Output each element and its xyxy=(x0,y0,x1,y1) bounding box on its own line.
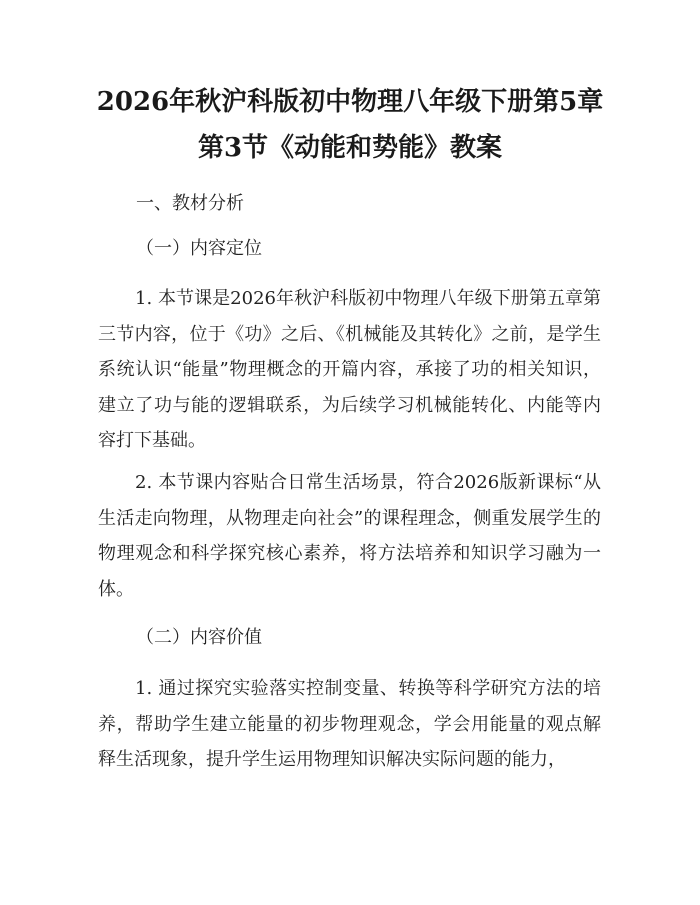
document-title-line1: 2026年秋沪科版初中物理八年级下册第5章 xyxy=(96,87,604,117)
section-heading-textbook-analysis: 一、教材分析 xyxy=(136,193,244,214)
subsection-heading-content-value: （二）内容价值 xyxy=(136,627,262,648)
document-title-line2: 第3节《动能和势能》教案 xyxy=(197,133,503,163)
subsection-heading-content-positioning: （一）内容定位 xyxy=(136,238,262,259)
paragraph-positioning-1: 1. 本节课是2026年秋沪科版初中物理八年级下册第五章第三节内容，位于《功》之后、《机械能及其转化》之前，是学生系统认识“能量”物理概念的开篇内容，承接了功的相关知识，建立了功与能的逻辑联系，为后续学习机械能转化、内能等内容打下基础。 xyxy=(98,288,601,451)
paragraph-value-1: 1. 通过探究实验落实控制变量、转换等科学研究方法的培养，帮助学生建立能量的初步物理观念，学会用能量的观点解释生活现象，提升学生运用物理知识解决实际问题的能力， xyxy=(98,678,601,770)
paragraph-positioning-2: 2. 本节课内容贴合日常生活场景，符合2026版新课标“从生活走向物理，从物理走向社会”的课程理念，侧重发展学生的物理观念和科学探究核心素养，将方法培养和知识学习融为一体。 xyxy=(98,472,601,600)
